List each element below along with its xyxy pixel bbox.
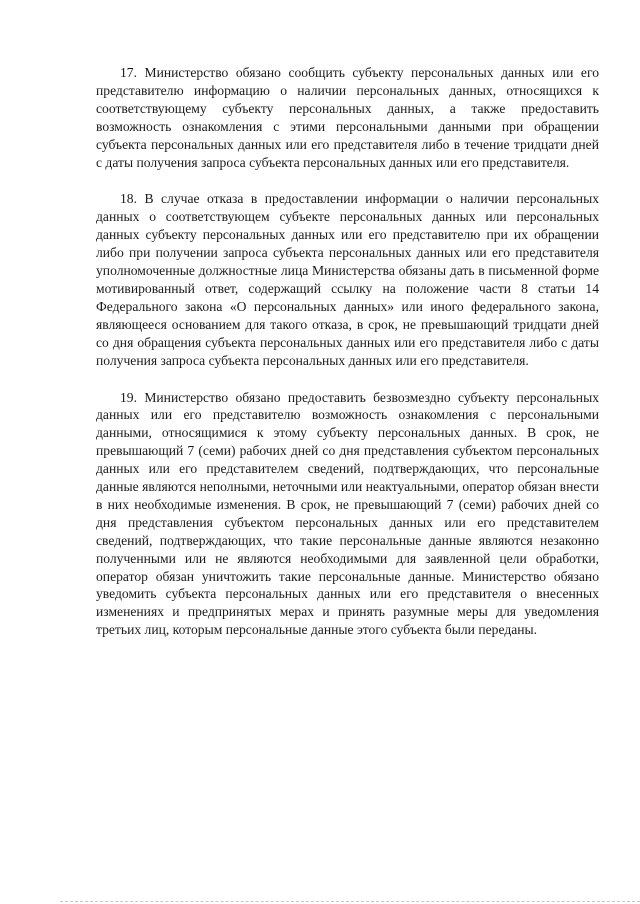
paragraph-19: 19. Министерство обязано предоставить безвозмездно субъекту персональных данных или его представителю возможность ознакомления с персональными данными, относящимися к этому субъекту персональных данных. В срок, не превышающий 7 (семи) рабочих дней со дня представления субъектом персональных данных или его представителем сведений, подтверждающих, что персональные данные являются неполными, неточными или неактуальными, оператор обязан внести в них необходимые изменения. В срок, не превышающий 7 (семи) рабочих дней со дня представления субъектом персональных данных или его представителем сведений, подтверждающих, что такие персональные данные являются незаконно полученными или не являются необходимыми для заявленной цели обработки, оператор обязан уничтожить такие персональные данные. Министерство обязано уведомить субъекта персональных данных или его представителя о внесенных изменениях и предпринятых мерах и принять разумные меры для уведомления третьих лиц, которым персональные данные этого субъекта были переданы. <box>96 389 599 638</box>
scan-bottom-edge <box>60 901 640 902</box>
paragraph-18: 18. В случае отказа в предоставлении информации о наличии персональных данных о соответствующем субъекте персональных данных или персональных данных субъекту персональных данных или его представителю при их обращении либо при получении запроса субъекта персональных данных или его представителя уполномоченные должностные лица Министерства обязаны дать в письменной форме мотивированный ответ, содержащий ссылку на положение части 8 статьи 14 Федерального закона «О персональных данных» или иного федерального закона, являющееся основанием для такого отказа, в срок, не превышающий тридцати дней со дня обращения субъекта персональных данных или его представителя либо с даты получения запроса субъекта персональных данных или его представителя. <box>96 191 599 368</box>
paragraph-17: 17. Министерство обязано сообщить субъекту персональных данных или его представителю информацию о наличии персональных данных, относящихся к соответствующему субъекту персональных данных, а также предоставить возможность ознакомления с этими персональными данными при обращении субъекта персональных данных или его представителя либо в течение тридцати дней с даты получения запроса субъекта персональных данных или его представителя. <box>96 65 599 170</box>
document-page <box>96 64 599 639</box>
